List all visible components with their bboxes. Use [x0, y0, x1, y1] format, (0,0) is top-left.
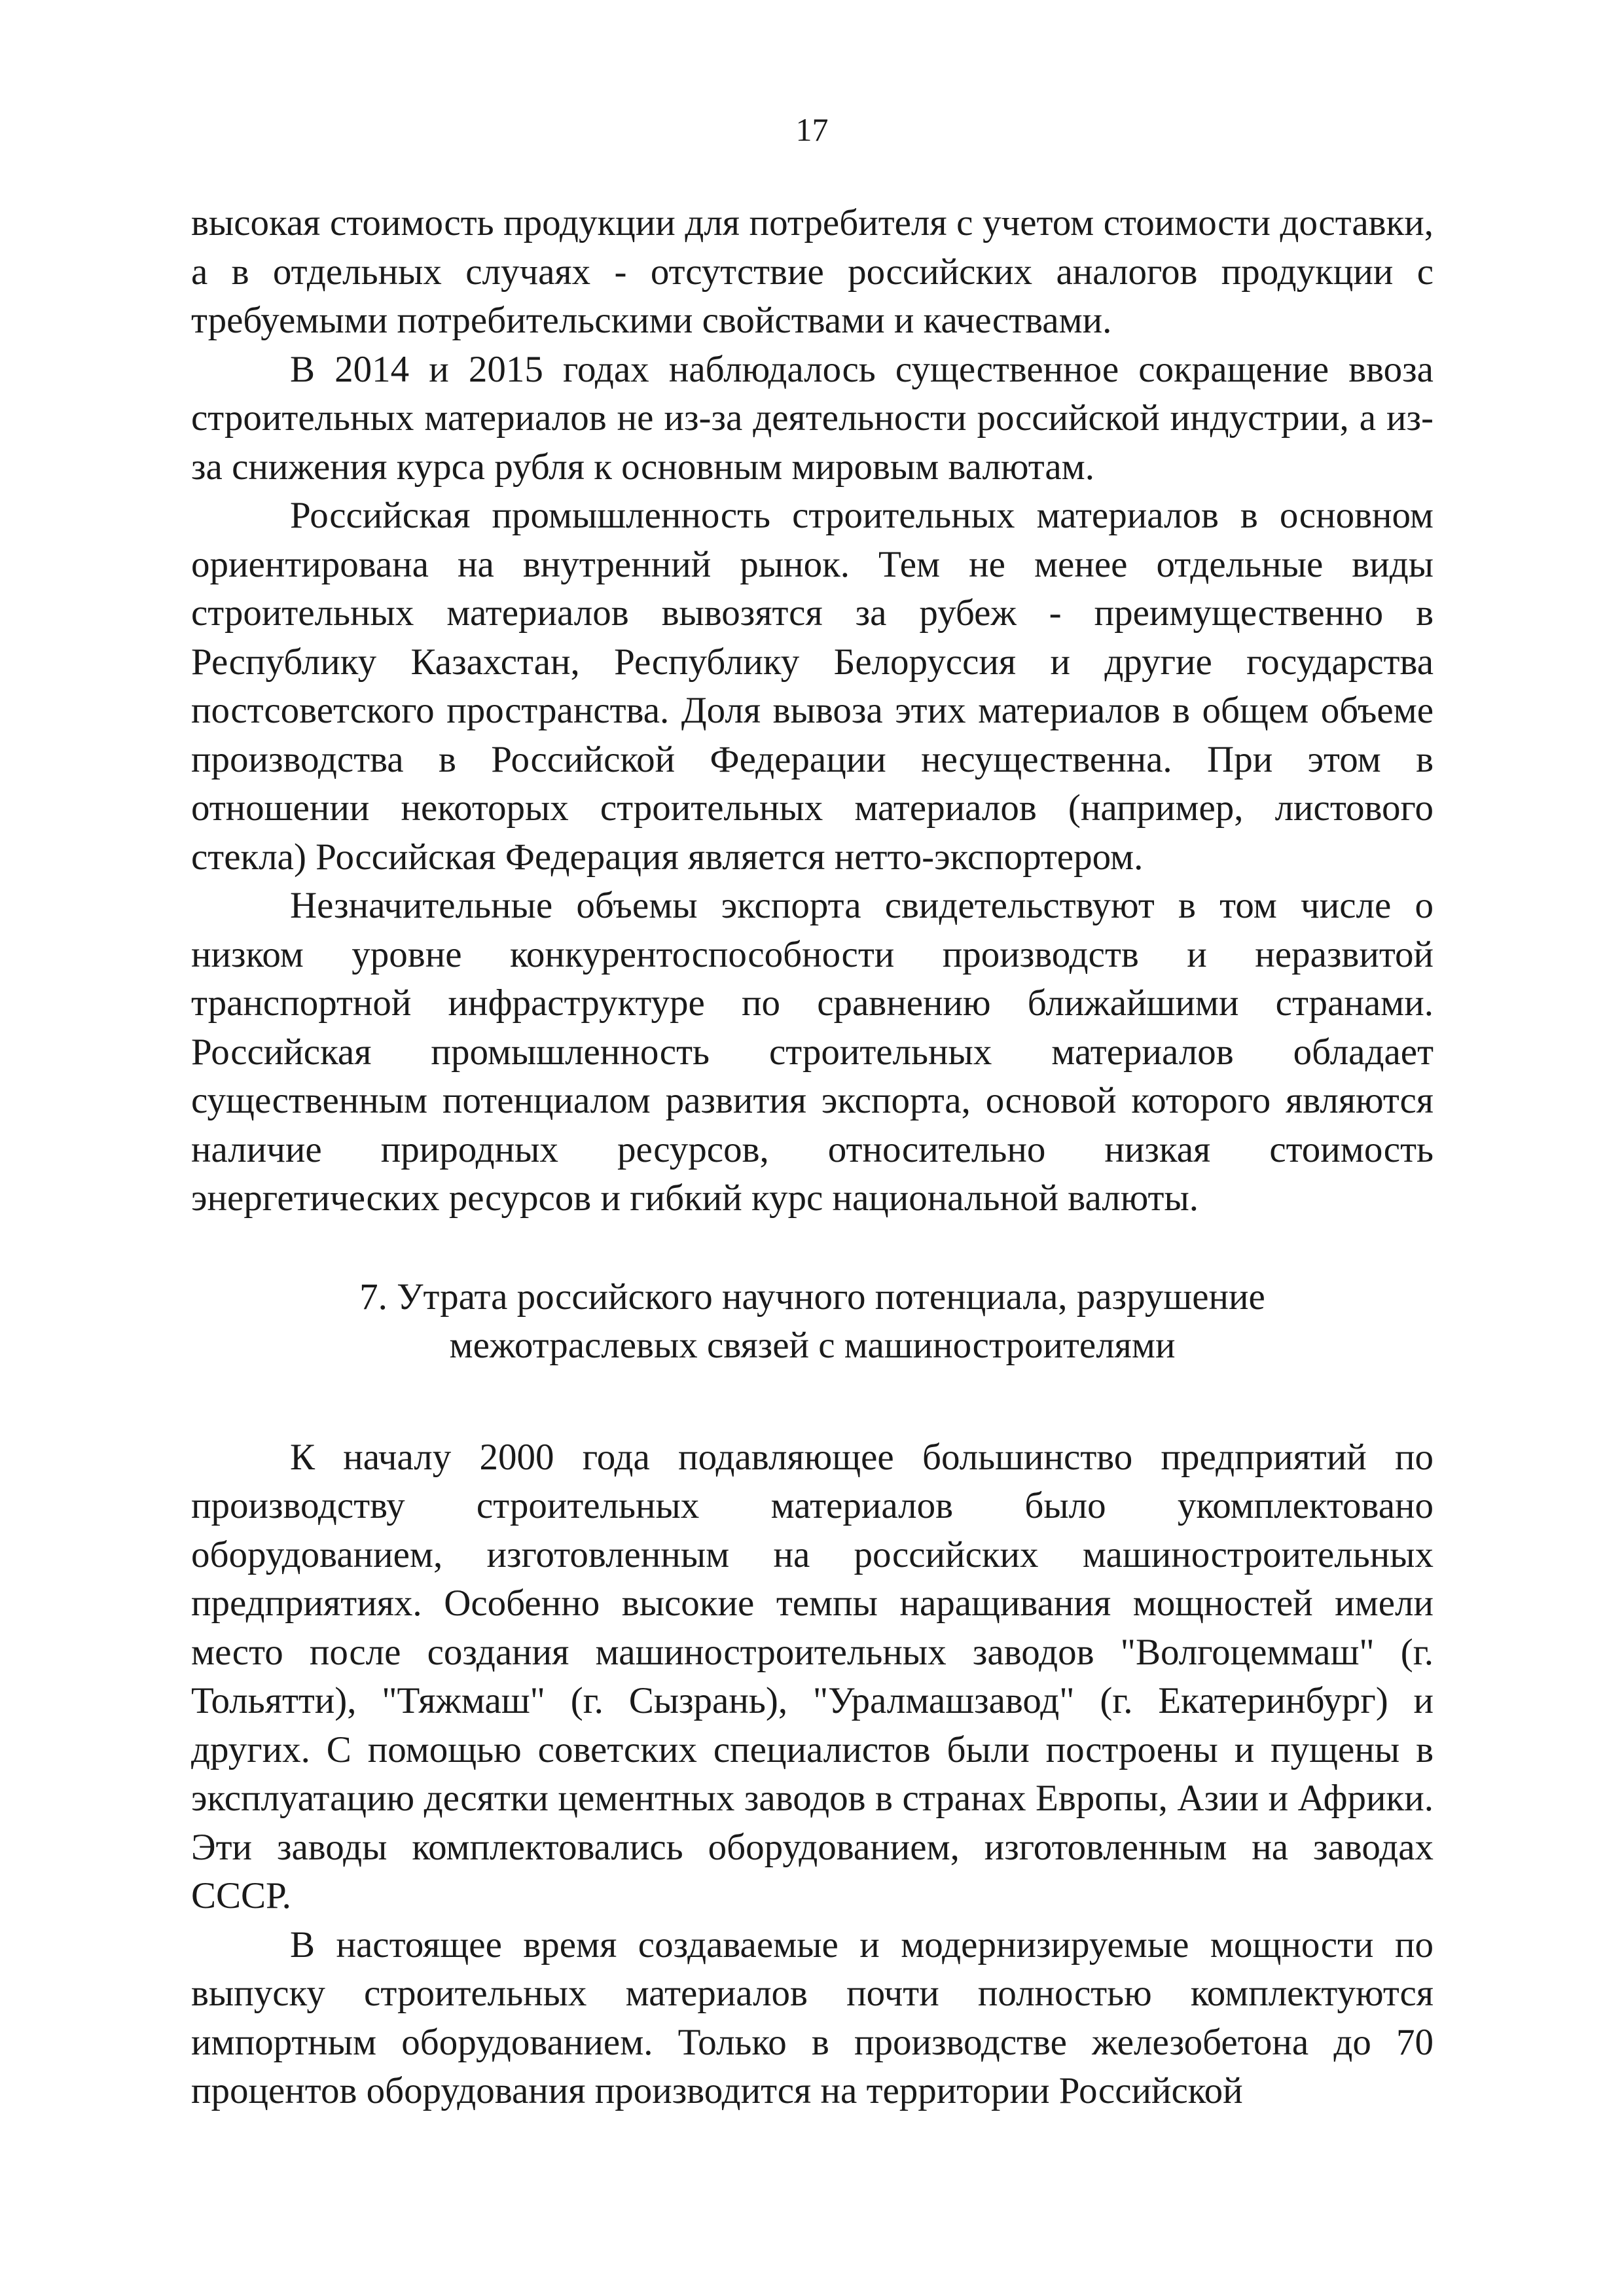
paragraph-cost: высокая стоимость продукции для потребителя с учетом стоимости доставки, а в отдельных случаях - отсутствие российских аналогов продукции с требуемыми потребительскими свойствами и качествами.	[191, 202, 1434, 341]
paragraph-domestic-market: Российская промышленность строительных материалов в основном ориентирована на внутренний рынок. Тем не менее отдельные виды строительных материалов вывозятся за рубеж - преимущественно в Республику Казахстан, Республику Белоруссия и другие государства постсоветского пространства. Доля вывоза этих материалов в общем объеме производства в Российской Федерации несущественна. При этом в отношении некоторых строительных материалов (например, листового стекла) Российская Федерация является нетто-экспортером.	[191, 495, 1434, 878]
page-number: 17	[795, 111, 829, 148]
paragraph-import-decline: В 2014 и 2015 годах наблюдалось существенное сокращение ввоза строительных материалов не из-за деятельности российской индустрии, а из-за снижения курса рубля к основным мировым валютам.	[191, 348, 1434, 488]
paragraph-export-potential: Незначительные объемы экспорта свидетельствуют в том числе о низком уровне конкурентоспособности производств и неразвитой транспортной инфраструктуре по сравнению ближайшими странами. Российская промышленность строительных материалов обладает существенным потенциалом развития экспорта, основой которого являются наличие природных ресурсов, относительно низкая стоимость энергетических ресурсов и гибкий курс национальной валюты.	[191, 885, 1434, 1219]
section-heading-line-1: 7. Утрата российского научного потенциала, разрушение	[359, 1276, 1265, 1318]
paragraph-equipment-history: К началу 2000 года подавляющее большинство предприятий по производству строительных материалов было укомплектовано оборудованием, изготовленным на российских машиностроительных предприятиях. Особенно высокие темпы наращивания мощностей имели место после создания машиностроительных заводов "Волгоцеммаш" (г. Тольятти), "Тяжмаш" (г. Сызрань), "Уралмашзавод" (г. Екатеринбург) и других. С помощью советских специалистов были построены и пущены в эксплуатацию десятки цементных заводов в странах Европы, Азии и Африки. Эти заводы комплектовались оборудованием, изготовленным на заводах СССР.	[191, 1436, 1434, 1916]
section-heading	[191, 1273, 1434, 1371]
heading-spacer	[191, 1371, 1434, 1433]
page-body	[191, 199, 1434, 2116]
section-heading-line-2: межотраслевых связей с машиностроителями	[449, 1325, 1176, 1366]
paragraph-import-equipment: В настоящее время создаваемые и модернизируемые мощности по выпуску строительных материалов почти полностью комплектуются импортным оборудованием. Только в производстве железобетона до 70 процентов оборудования производится на территории Российской	[191, 1924, 1434, 2111]
